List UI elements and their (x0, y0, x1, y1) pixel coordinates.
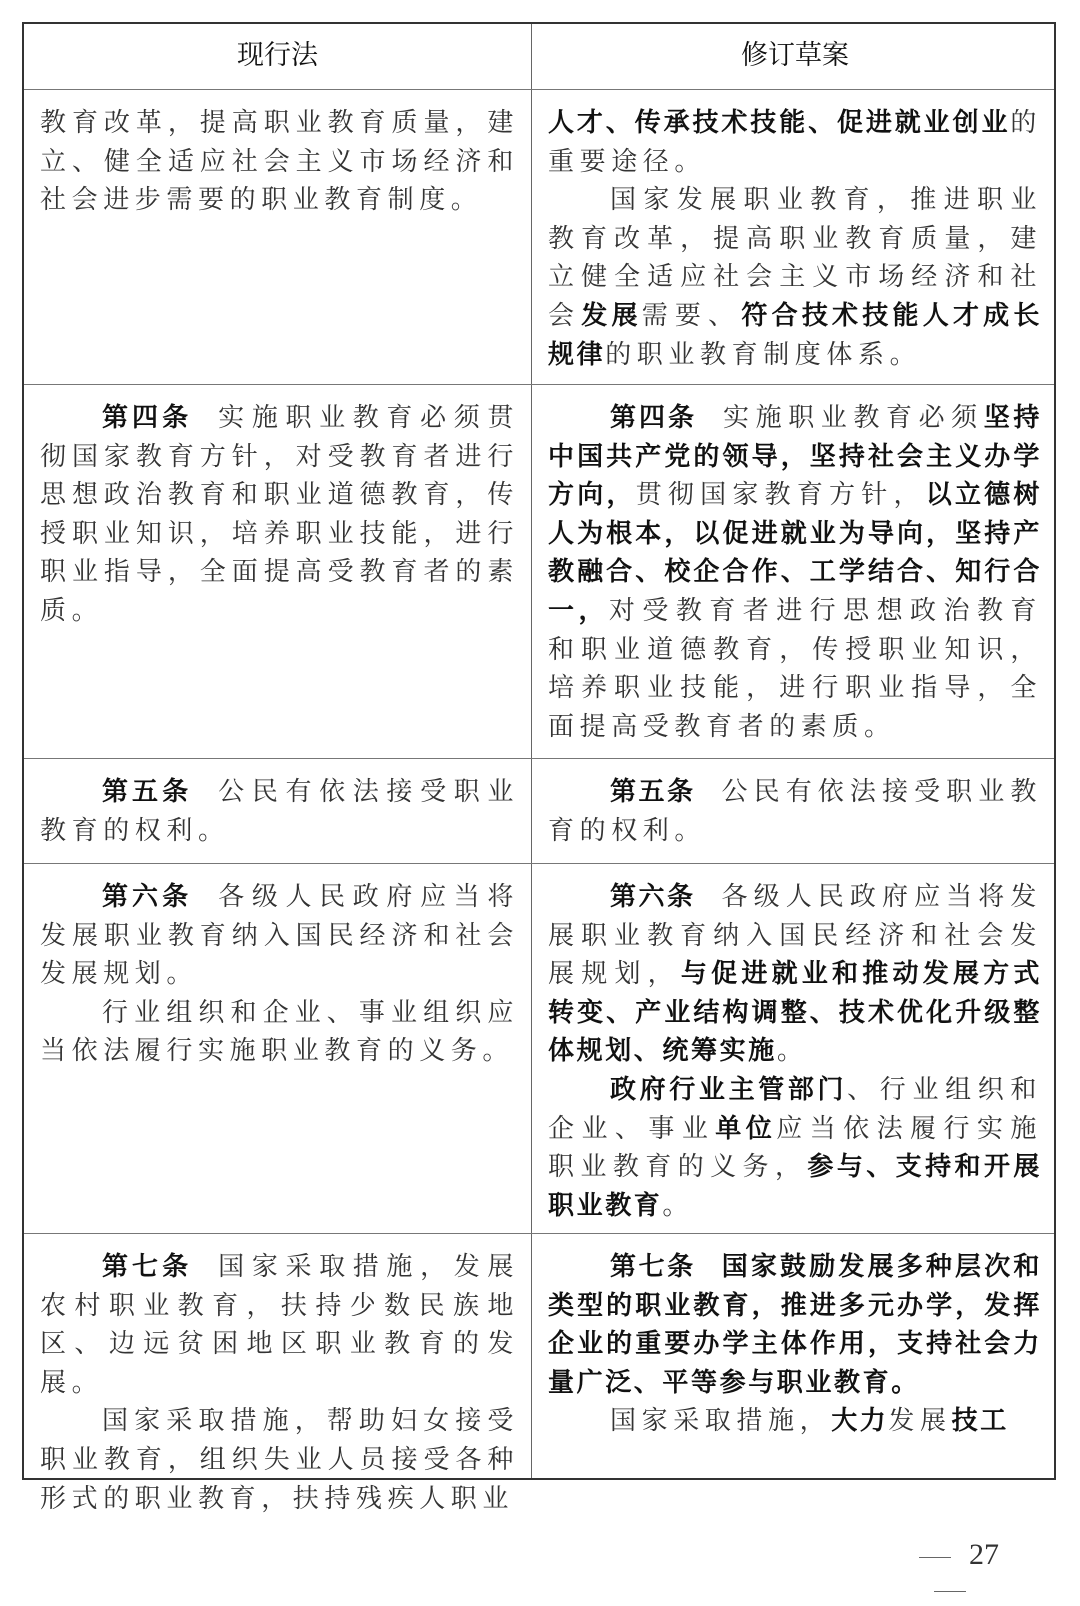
draft-revision-cell (532, 759, 1054, 863)
revised-text: 参与、支持和开展职业教育 (548, 1152, 1042, 1221)
paragraph (548, 104, 1042, 181)
footer-dash-right (934, 1591, 966, 1592)
header-current-law: 现行法 (237, 40, 318, 71)
revised-text: 与促进就业和推动发展方式转变、产业结构调整、技术优化升级整体规划、统筹实施 (548, 959, 1042, 1067)
original-text: 实施职业教育必须贯彻国家教育方针，对受教育者进行思想政治教育和职业道德教育，传授职业知识，培养职业技能，进行职业指导，全面提高受教育者的素质。 (40, 403, 519, 626)
revised-text: 符合技术技能人才成长规律 (548, 300, 1042, 370)
draft-revision-cell (532, 385, 1054, 758)
paragraph (40, 104, 519, 220)
original-text: 发展 (888, 1406, 952, 1437)
original-text: 实施职业教育必须 (723, 403, 984, 433)
paragraph (548, 1402, 1042, 1441)
original-text: 国家采取措施， (610, 1406, 832, 1437)
article-number: 第六条 (102, 882, 193, 912)
header-draft-revision: 修订草案 (741, 40, 849, 71)
draft-revision-cell (532, 90, 1054, 384)
draft-revision-cell (532, 864, 1054, 1233)
paragraph (548, 1248, 1042, 1402)
current-law-cell (24, 385, 531, 758)
table-row (24, 1234, 1054, 1514)
comparison-table (22, 22, 1056, 1514)
original-text: 各级人民政府应当将发展职业教育纳入国民经济和社会发展规划， (548, 882, 1042, 990)
current-law-cell (24, 90, 531, 384)
paragraph (548, 878, 1042, 1071)
footer-dash-left (919, 1557, 951, 1558)
table-row (24, 90, 1054, 385)
header-row (24, 24, 1054, 90)
paragraph (548, 773, 1042, 850)
paragraph (40, 1402, 519, 1518)
article-number: 第五条 (610, 777, 696, 807)
article-number: 第七条 (610, 1252, 696, 1282)
article-number: 第四条 (102, 403, 193, 433)
article-number: 第五条 (102, 777, 193, 807)
original-text: 需要、 (641, 300, 742, 331)
original-text: 各级人民政府应当将发展职业教育纳入国民经济和社会发展规划。 (40, 882, 519, 990)
paragraph (40, 1248, 519, 1402)
revised-text: 国家鼓励发展多种层次和类型的职业教育，推进多元办学，发挥企业的重要办学主体作用，支持社会力量广泛、平等参与职业教育。 (548, 1252, 1042, 1398)
original-text: 国家发展职业教育，推进职业教育改革，提高职业教育质量，建立健全适应社会主义市场经济和社会 (548, 185, 1042, 331)
table-row (24, 864, 1054, 1234)
original-text: 应当依法履行实施职业教育的义务， (548, 1113, 1042, 1183)
original-text: 公民有依法接受职业教育的权利。 (40, 777, 519, 846)
revised-text: 人才、传承技术技能、促进就业创业 (548, 108, 1011, 138)
original-text: 。 (662, 1190, 695, 1221)
paragraph (40, 994, 519, 1071)
current-law-cell (24, 1234, 531, 1514)
current-law-cell (24, 864, 531, 1233)
original-text: 的重要途径。 (548, 108, 1042, 177)
paragraph (548, 399, 1042, 746)
revised-text: 大力 (831, 1406, 889, 1437)
page-number: 27 (969, 1538, 999, 1571)
original-text: 国家采取措施，帮助妇女接受职业教育，组织失业人员接受各种形式的职业教育，扶持残疾人职业 (40, 1406, 519, 1514)
paragraph (40, 773, 519, 850)
original-text: 贯彻国家教育方针， (635, 480, 926, 511)
revised-text: 技工 (951, 1406, 1009, 1437)
paragraph (40, 878, 519, 994)
article-number: 第七条 (102, 1252, 193, 1282)
table-row (24, 759, 1054, 864)
table-row (24, 385, 1054, 759)
original-text: 教育改革，提高职业教育质量，建立、健全适应社会主义市场经济和社会进步需要的职业教育制度。 (40, 108, 519, 216)
original-text: 。 (776, 1036, 809, 1067)
article-number: 第四条 (610, 403, 697, 433)
revised-text: 坚持中国共产党的领导，坚持社会主义办学方向， (548, 403, 1042, 511)
original-text: 行业组织和企业、事业组织应当依法履行实施职业教育的义务。 (40, 997, 519, 1067)
revised-text: 发展 (581, 300, 642, 331)
article-number: 第六条 (610, 882, 696, 912)
original-text: 对受教育者进行思想政治教育和职业道德教育，传授职业知识，培养职业技能，进行职业指导，全面提高受教育者的素质。 (548, 595, 1042, 742)
draft-revision-cell (532, 1234, 1054, 1478)
original-text: 、行业组织和企业、事业 (548, 1074, 1042, 1144)
revised-text: 以立德树人为根本，以促进就业为导向，坚持产教融合、校企合作、工学结合、知行合一， (548, 480, 1042, 626)
original-text: 的职业教育制度体系。 (605, 339, 922, 370)
revised-text: 单位 (715, 1113, 777, 1144)
paragraph (40, 399, 519, 631)
original-text: 公民有依法接受职业教育的权利。 (548, 777, 1042, 846)
current-law-cell (24, 759, 531, 863)
paragraph (548, 1071, 1042, 1225)
original-text: 国家采取措施，发展农村职业教育，扶持少数民族地区、边远贫困地区职业教育的发展。 (40, 1252, 519, 1398)
paragraph (548, 181, 1042, 374)
revised-text: 政府行业主管部门 (610, 1074, 848, 1105)
